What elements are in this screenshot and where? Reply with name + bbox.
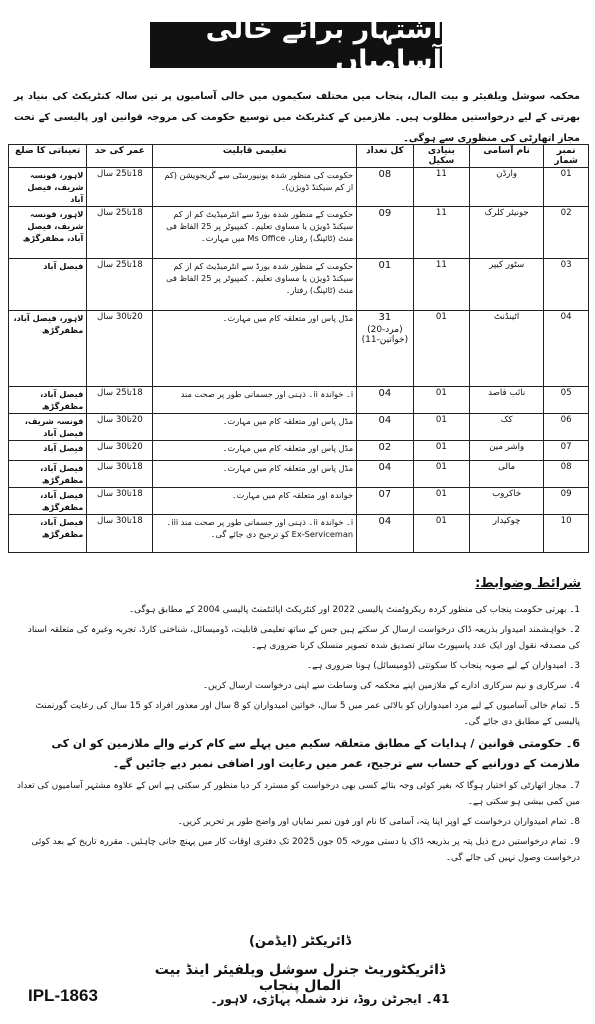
district-cell: فیصل آباد — [9, 259, 87, 311]
header-scale: بنیادی سکیل — [413, 145, 469, 168]
header-post-name: نام آسامی — [470, 145, 544, 168]
table-row — [9, 441, 589, 461]
header-serial: نمبر شمار — [544, 145, 589, 168]
district-cell: لاہور، قونسہ شریف، فیصل آباد — [9, 168, 87, 207]
scale-cell: 01 — [413, 414, 469, 441]
qualification-cell: مڈل پاس اور متعلقہ کام میں مہارت۔ — [153, 461, 357, 488]
qualification-cell: مڈل پاس اور متعلقہ کام میں مہارت۔ — [153, 311, 357, 387]
total-cell: 02 — [357, 441, 414, 461]
table-row — [9, 488, 589, 515]
scale-cell: 01 — [413, 461, 469, 488]
qualification-cell: حکومت کے منظور شدہ بورڈ سے انٹرمیڈیٹ کم از کم سیکنڈ ڈویژن یا مساوی تعلیم۔ کمپیوٹر پر 25 الفاظ فی منٹ (ٹائپنگ) رفتار، Ms Office میں مہارت۔ — [153, 207, 357, 259]
condition-item: 9۔ تمام درخواستیں درج ذیل پتہ پر بذریعہ ڈاک یا دستی مورخہ 05 جون 2025 تک دفتری اوقات کار میں پہنچ جانی چاہئیں۔ مقررہ تاریخ کے بعد کوئی درخواست وصول نہیں کی جائے گی۔ — [31, 837, 580, 863]
district-cell: فیصل آباد، مظفرگڑھ — [9, 461, 87, 488]
serial-cell: 04 — [544, 311, 589, 387]
serial-cell: 07 — [544, 441, 589, 461]
page-title: اشتہار برائے خالی آسامیاں — [150, 22, 442, 68]
conditions-list — [14, 602, 580, 870]
qualification-cell: مڈل پاس اور متعلقہ کام میں مہارت۔ — [153, 441, 357, 461]
age-limit-cell: 18تا25 سال — [87, 259, 153, 311]
total-cell: 04 — [357, 515, 414, 553]
post-name-cell: چوکیدار — [470, 515, 544, 553]
age-limit-cell: 18تا25 سال — [87, 168, 153, 207]
qualification-cell: مڈل پاس اور متعلقہ کام میں مہارت۔ — [153, 414, 357, 441]
scale-cell: 01 — [413, 441, 469, 461]
post-name-cell: سٹور کیپر — [470, 259, 544, 311]
district-cell: لاہور، قونسہ شریف، فیصل آباد، مظفرگڑھ — [9, 207, 87, 259]
table-header-row — [9, 145, 589, 168]
condition-item: 3۔ امیدواران کے لیے صوبہ پنجاب کا سکونتی (ڈومیسائل) ہونا ضروری ہے۔ — [306, 661, 580, 671]
age-limit-cell: 20تا30 سال — [87, 311, 153, 387]
table-row — [9, 515, 589, 553]
ipl-number: IPL-1863 — [28, 986, 98, 1005]
age-limit-cell: 18تا30 سال — [87, 461, 153, 488]
post-name-cell: واشر مین — [470, 441, 544, 461]
total-cell: 08 — [357, 168, 414, 207]
header-age-limit: عمر کی حد — [87, 145, 153, 168]
table-row — [9, 259, 589, 311]
vacancies-table — [8, 144, 589, 553]
condition-item: 5۔ تمام خالی آسامیوں کے لیے مرد امیدواران کو بالائی عمر میں 5 سال، خواتین امیدواران کو 8 سال اور معذور افراد کو 15 سال کی رعایت گورنمنٹ پالیسی کے مطابق دی جائے گی۔ — [35, 701, 580, 727]
table-row — [9, 414, 589, 441]
header-total: کل تعداد — [357, 145, 414, 168]
age-limit-cell: 20تا30 سال — [87, 441, 153, 461]
signature-office: ڈائریکٹوریٹ جنرل سوشل ویلفیئر اینڈ بیت المال پنجاب — [154, 962, 446, 994]
total-cell: 07 — [357, 488, 414, 515]
table-row — [9, 168, 589, 207]
post-name-cell: وارڈن — [470, 168, 544, 207]
qualification-cell: خواندہ اور متعلقہ کام میں مہارت۔ — [153, 488, 357, 515]
serial-cell: 05 — [544, 387, 589, 414]
district-cell: قونسہ شریف، فیصل آباد — [9, 414, 87, 441]
age-limit-cell: 18تا30 سال — [87, 488, 153, 515]
condition-item: 7۔ مجاز اتھارٹی کو اختیار ہوگا کہ بغیر کوئی وجہ بتائے کسی بھی درخواست کو مسترد کر دیا منظور کر سکتی ہے اس کے علاوہ مشتہر آسامیوں کی تعداد میں کمی بیشی ہو سکتی ہے۔ — [17, 781, 580, 807]
scale-cell: 11 — [413, 259, 469, 311]
signature-address: 41۔ ایجرٹن روڈ، نزد شملہ پہاڑی، لاہور۔ — [210, 992, 450, 1006]
post-name-cell: اٹینڈنٹ — [470, 311, 544, 387]
condition-item: 6۔ حکومتی قوانین / ہدایات کے مطابق متعلقہ سکیم میں پہلے سے کام کرنے والے ملازمین کو ان کی ملازمت کے دورانیے کے حساب سے ترجیح، عمر میں رعایت اور اضافی نمبر دیے جائیں گے۔ — [51, 737, 580, 770]
serial-cell: 06 — [544, 414, 589, 441]
total-cell: 04 — [357, 387, 414, 414]
scale-cell: 11 — [413, 168, 469, 207]
district-cell: فیصل آباد، مظفرگڑھ — [9, 515, 87, 553]
total-cell: 09 — [357, 207, 414, 259]
district-cell: فیصل آباد — [9, 441, 87, 461]
qualification-cell: حکومت کی منظور شدہ یونیورسٹی سے گریجویشن (کم از کم سیکنڈ ڈویژن)۔ — [153, 168, 357, 207]
post-name-cell: کک — [470, 414, 544, 441]
table-row — [9, 311, 589, 387]
serial-cell: 03 — [544, 259, 589, 311]
total-cell: 04 — [357, 414, 414, 441]
serial-cell: 02 — [544, 207, 589, 259]
scale-cell: 01 — [413, 488, 469, 515]
serial-cell: 08 — [544, 461, 589, 488]
total-cell: 01 — [357, 259, 414, 311]
header-district: تعیناتی کا ضلع — [9, 145, 87, 168]
qualification-cell: i۔ خواندہ ii۔ ذہنی اور جسمانی طور پر صحت مند — [153, 387, 357, 414]
qualification-cell: i۔ خواندہ ii۔ ذہنی اور جسمانی طور پر صحت مند iii۔ Ex-Serviceman کو ترجیح دی جائے گی۔ — [153, 515, 357, 553]
total-cell: 04 — [357, 461, 414, 488]
condition-item: 1۔ بھرتی حکومت پنجاب کی منظور کردہ ریکروٹمنٹ پالیسی 2022 اور کنٹریکٹ اپائنٹمنٹ پالیسی 2004 کے مطابق ہوگی۔ — [129, 605, 580, 615]
table-row — [9, 461, 589, 488]
condition-item: 8۔ تمام امیدواران درخواست کے اوپر اپنا پتہ، آسامی کا نام اور فون نمبر نمایاں اور واضح طور پر تحریر کریں۔ — [177, 817, 580, 827]
header-qualification: تعلیمی قابلیت — [153, 145, 357, 168]
intro-paragraph: محکمہ سوشل ویلفیئر و بیت المال، پنجاب میں مختلف سکیموں میں خالی آسامیوں پر تین سالہ کنٹریکٹ کی بنیاد پر بھرتی کے لیے درخواستیں مطلوب ہیں۔ ملازمین کے کنٹریکٹ میں توسیع حکومت کی مروجہ قوانین اور پالیسی کے تحت مجاز اتھارٹی کی منظوری سے ہوگی۔ — [14, 91, 580, 144]
total-breakdown: (مرد-20) (خواتین-11) — [361, 325, 409, 345]
serial-cell: 09 — [544, 488, 589, 515]
serial-cell: 10 — [544, 515, 589, 553]
total-cell: 31 (مرد-20) (خواتین-11) — [357, 311, 414, 387]
district-cell: لاہور، فیصل آباد، مظفرگڑھ — [9, 311, 87, 387]
conditions-title: شرائط وضوابط: — [475, 576, 581, 591]
scale-cell: 11 — [413, 207, 469, 259]
district-cell: فیصل آباد، مظفرگڑھ — [9, 488, 87, 515]
signature-designation: ڈائریکٹر (ایڈمن) — [248, 934, 352, 949]
post-name-cell: جونیئر کلرک — [470, 207, 544, 259]
table-row — [9, 387, 589, 414]
scale-cell: 01 — [413, 387, 469, 414]
post-name-cell: نائب قاصد — [470, 387, 544, 414]
post-name-cell: مالی — [470, 461, 544, 488]
qualification-cell: حکومت کے منظور شدہ بورڈ سے انٹرمیڈیٹ کم از کم سیکنڈ ڈویژن یا مساوی تعلیم۔ کمپیوٹر پر 25 الفاظ فی منٹ (ٹائپنگ) رفتار۔ — [153, 259, 357, 311]
age-limit-cell: 18تا25 سال — [87, 387, 153, 414]
age-limit-cell: 18تا30 سال — [87, 515, 153, 553]
condition-item: 4۔ سرکاری و نیم سرکاری ادارے کے ملازمین اپنے محکمہ کی وساطت سے اپنی درخواست ارسال کریں۔ — [202, 681, 580, 691]
condition-item: 2۔ خواہشمند امیدوار بذریعہ ڈاک درخواست ارسال کر سکتے ہیں جس کے ساتھ تعلیمی قابلیت، ڈومیسائل، شناختی کارڈ، تجربہ وغیرہ کی متعلقہ اسناد کی مصدقہ نقول اور ایک عدد پاسپورٹ سائز تصدیق شدہ تصویر منسلک کرنا ضروری ہے۔ — [27, 625, 580, 651]
serial-cell: 01 — [544, 168, 589, 207]
scale-cell: 01 — [413, 515, 469, 553]
post-name-cell: خاکروب — [470, 488, 544, 515]
scale-cell: 01 — [413, 311, 469, 387]
table-row — [9, 207, 589, 259]
age-limit-cell: 18تا25 سال — [87, 207, 153, 259]
age-limit-cell: 20تا30 سال — [87, 414, 153, 441]
district-cell: فیصل آباد، مظفرگڑھ — [9, 387, 87, 414]
